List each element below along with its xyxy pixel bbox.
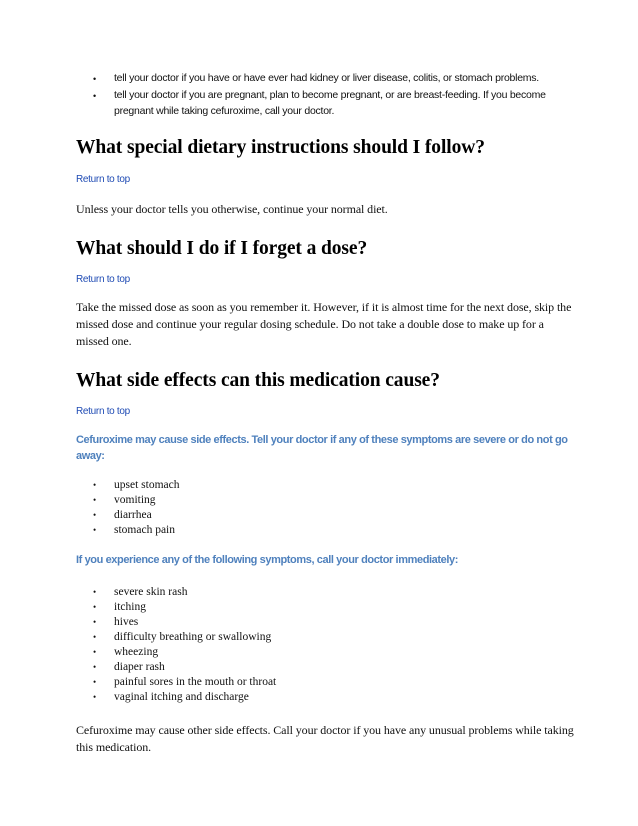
side-effects-intro: Cefuroxime may cause side effects. Tell your doctor if any of these symptoms are severe or do not go away: — [76, 434, 568, 462]
bullet-icon: • — [93, 510, 97, 520]
bullet-icon: • — [93, 602, 97, 612]
precautions-list — [76, 70, 578, 119]
diet-heading: What special dietary instructions should I follow? — [76, 137, 485, 158]
list-item: • vaginal itching and discharge — [93, 691, 249, 703]
side-effects-outro: Cefuroxime may cause other side effects. Call your doctor if you have any unusual problems while taking this medication. — [76, 723, 574, 754]
missed-dose-heading: What should I do if I forget a dose? — [76, 238, 368, 259]
list-item: • diarrhea — [93, 509, 152, 521]
return-to-top-link[interactable]: Return to top — [76, 174, 130, 185]
bullet-icon: • — [93, 480, 97, 490]
bullet-icon: • — [93, 632, 97, 642]
return-to-top-link[interactable]: Return to top — [76, 274, 130, 285]
serious-symptoms-list — [76, 585, 578, 705]
bullet-icon: • — [93, 91, 96, 101]
bullet-icon: • — [93, 617, 97, 627]
list-item: • hives — [93, 616, 139, 628]
list-item: • severe skin rash — [93, 586, 188, 598]
list-item: • painful sores in the mouth or throat — [93, 676, 277, 688]
bullet-icon: • — [93, 692, 97, 702]
bullet-icon: • — [93, 587, 97, 597]
serious-symptoms-intro: If you experience any of the following symptoms, call your doctor immediately: — [76, 554, 458, 566]
list-item: • itching — [93, 601, 146, 613]
bullet-icon: • — [93, 525, 97, 535]
bullet-icon: • — [93, 74, 96, 84]
bullet-icon: • — [93, 495, 97, 505]
bullet-icon: • — [93, 647, 97, 657]
list-item: • wheezing — [93, 646, 159, 658]
diet-body: Unless your doctor tells you otherwise, continue your normal diet. — [76, 202, 388, 216]
missed-dose-body: Take the missed dose as soon as you remember it. However, if it is almost time for the next dose, skip the missed dose and continue your regular dosing schedule. Do not take a double dose to make up for a missed one. — [76, 300, 572, 348]
list-item: • stomach pain — [93, 524, 175, 536]
mild-symptoms-list — [76, 478, 578, 538]
bullet-icon: • — [93, 662, 97, 672]
side-effects-heading: What side effects can this medication cause? — [76, 370, 440, 391]
list-item: • vomiting — [93, 494, 156, 506]
list-item: • tell your doctor if you have or have ever had kidney or liver disease, colitis, or stomach problems. — [76, 70, 578, 86]
list-item: • tell your doctor if you are pregnant, plan to become pregnant, or are breast-feeding. If you become pregnant while taking cefuroxime, call your doctor. — [93, 89, 546, 117]
list-item: • upset stomach — [93, 479, 180, 491]
list-item: • diaper rash — [93, 661, 165, 673]
return-to-top-link[interactable]: Return to top — [76, 406, 130, 417]
bullet-icon: • — [93, 677, 97, 687]
list-item: • difficulty breathing or swallowing — [93, 631, 272, 643]
